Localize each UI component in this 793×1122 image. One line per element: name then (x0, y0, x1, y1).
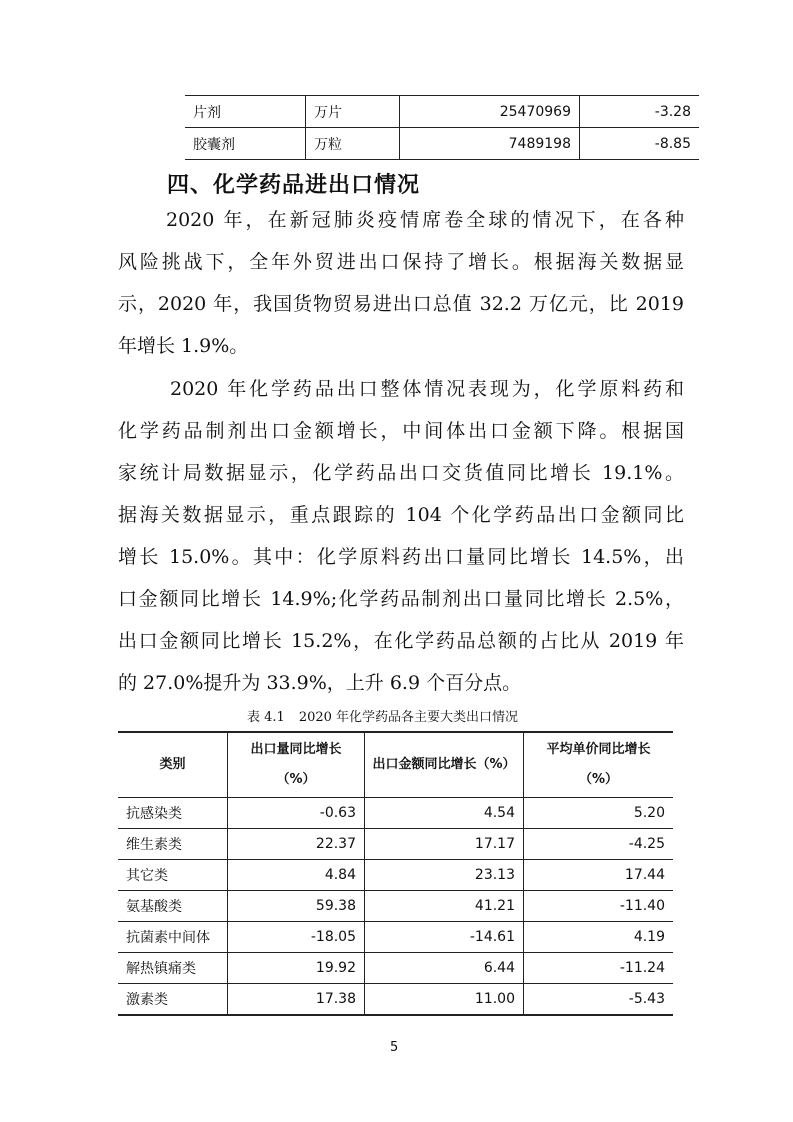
amount-cell: 6.44 (365, 953, 524, 984)
paragraph-line: 2020 年，在新冠肺炎疫情席卷全球的情况下，在各种 (166, 209, 684, 231)
price-cell: 4.19 (524, 922, 674, 953)
product-unit: 万粒 (306, 128, 400, 160)
product-value: 7489198 (400, 128, 580, 160)
category-cell: 抗菌素中间体 (118, 922, 228, 953)
category-cell: 其它类 (118, 860, 228, 891)
amount-cell: 17.17 (365, 829, 524, 860)
volume-cell: 22.37 (228, 829, 365, 860)
paragraph-line: 据海关数据显示，重点跟踪的 104 个化学药品出口金额同比 (118, 504, 684, 526)
paragraph-line: 家统计局数据显示，化学药品出口交货值同比增长 19.1%。 (118, 462, 684, 484)
header-amount: 出口金额同比增长（%） (365, 732, 524, 798)
paragraph-line: 年增长 1.9%。 (118, 335, 249, 357)
category-cell: 维生素类 (118, 829, 228, 860)
price-cell: -11.40 (524, 891, 674, 922)
amount-cell: -14.61 (365, 922, 524, 953)
header-price-line2: （%） (578, 772, 619, 787)
table-row (118, 891, 673, 922)
section-heading: 四、化学药品进出口情况 (167, 173, 421, 198)
price-cell: -11.24 (524, 953, 674, 984)
product-change: -8.85 (580, 128, 700, 160)
price-cell: -5.43 (524, 984, 674, 1016)
table-row (118, 798, 673, 829)
table-caption-number: 表 4.1 (247, 710, 285, 725)
header-volume (228, 732, 365, 798)
price-cell: 17.44 (524, 860, 674, 891)
page-number: 5 (390, 1040, 399, 1055)
volume-cell: 17.38 (228, 984, 365, 1016)
category-cell: 抗感染类 (118, 798, 228, 829)
paragraph-line: 2020 年化学药品出口整体情况表现为，化学原料药和 (170, 378, 684, 400)
product-value: 25470969 (400, 96, 580, 128)
table-caption (247, 706, 532, 725)
amount-cell: 41.21 (365, 891, 524, 922)
paragraph-line: 风险挑战下，全年外贸进出口保持了增长。根据海关数据显 (118, 251, 684, 273)
table-row (118, 953, 673, 984)
volume-cell: 59.38 (228, 891, 365, 922)
amount-cell: 4.54 (365, 798, 524, 829)
paragraph-export (118, 368, 684, 704)
table-row (185, 128, 699, 160)
volume-cell: -18.05 (228, 922, 365, 953)
price-cell: 5.20 (524, 798, 674, 829)
product-change: -3.28 (580, 96, 700, 128)
product-name: 片剂 (185, 96, 306, 128)
header-category: 类别 (118, 732, 228, 798)
export-growth-table (118, 731, 673, 1016)
table-row (118, 922, 673, 953)
header-price (524, 732, 674, 798)
category-cell: 解热镇痛类 (118, 953, 228, 984)
product-name: 胶囊剂 (185, 128, 306, 160)
paragraph-line: 口金额同比增长 14.9%;化学药品制剂出口量同比增长 2.5%， (118, 588, 684, 610)
volume-cell: -0.63 (228, 798, 365, 829)
paragraph-line: 的 27.0%提升为 33.9%，上升 6.9 个百分点。 (118, 672, 522, 694)
paragraph-line: 示，2020 年，我国货物贸易进出口总值 32.2 万亿元，比 2019 (118, 293, 684, 315)
category-cell: 激素类 (118, 984, 228, 1016)
production-table (185, 95, 699, 160)
volume-cell: 4.84 (228, 860, 365, 891)
paragraph-line: 增长 15.0%。其中：化学原料药出口量同比增长 14.5%，出 (118, 546, 684, 568)
header-volume-line2: （%） (276, 772, 316, 787)
table-row (118, 984, 673, 1016)
table-row (118, 860, 673, 891)
price-cell: -4.25 (524, 829, 674, 860)
table-row (118, 829, 673, 860)
volume-cell: 19.92 (228, 953, 365, 984)
table-header-row (118, 732, 673, 798)
table-caption-title: 2020 年化学药品各主要大类出口情况 (298, 710, 519, 725)
amount-cell: 11.00 (365, 984, 524, 1016)
table-row (185, 96, 699, 128)
header-price-line1: 平均单价同比增长 (546, 742, 651, 757)
paragraph-line: 出口金额同比增长 15.2%，在化学药品总额的占比从 2019 年 (118, 630, 684, 652)
paragraph-line: 化学药品制剂出口金额增长，中间体出口金额下降。根据国 (118, 420, 684, 442)
paragraph-trade (118, 199, 684, 367)
header-volume-line1: 出口量同比增长 (250, 742, 342, 757)
amount-cell: 23.13 (365, 860, 524, 891)
category-cell: 氨基酸类 (118, 891, 228, 922)
product-unit: 万片 (306, 96, 400, 128)
